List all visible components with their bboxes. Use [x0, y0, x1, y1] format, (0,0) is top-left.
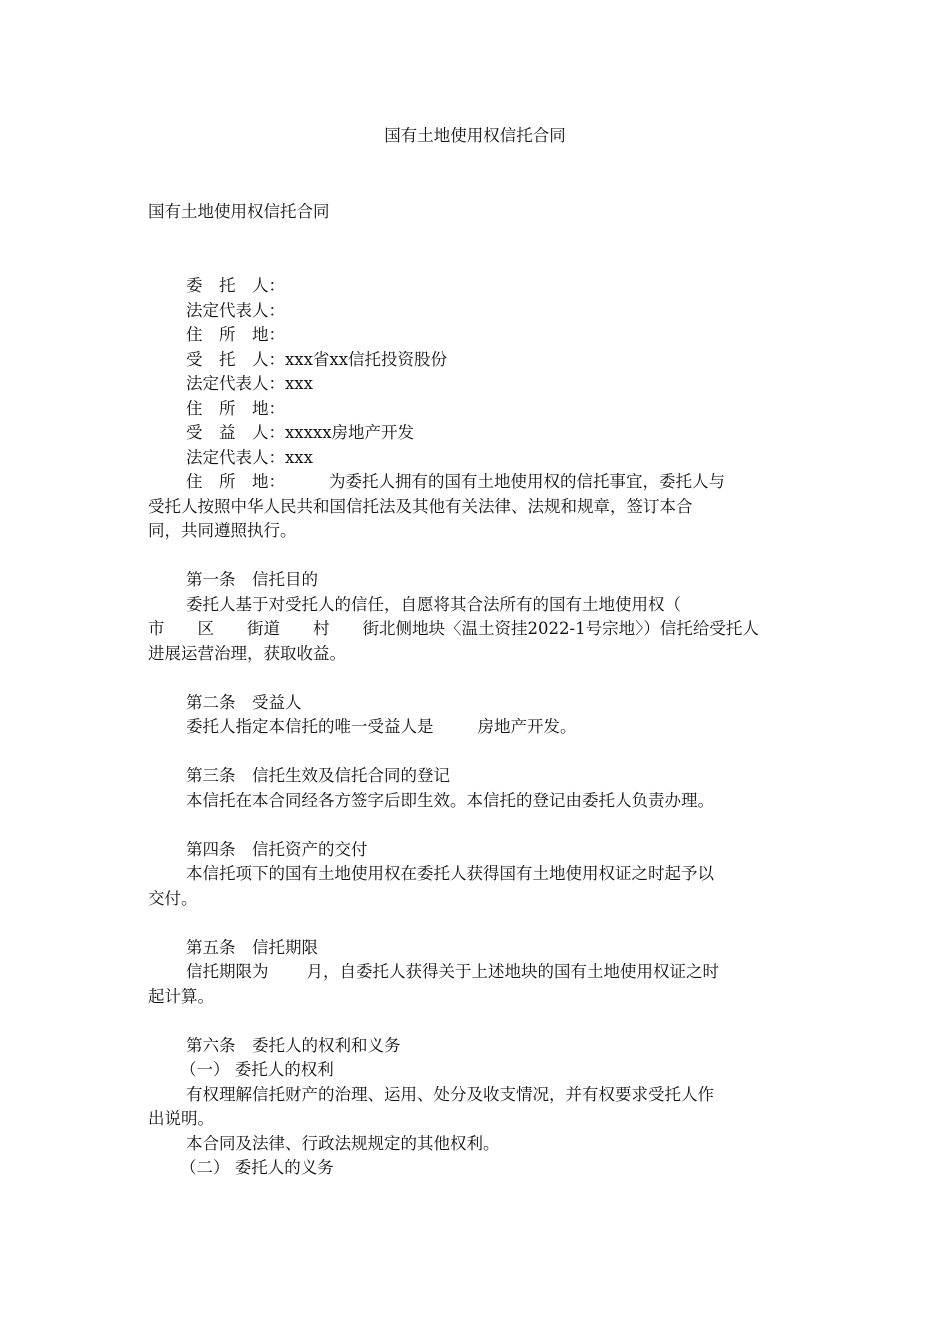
preamble-label: 住 所 地：	[186, 472, 285, 491]
party-line: 法定代表人：xxx	[186, 374, 313, 393]
article-heading: 第一条 信托目的	[186, 570, 318, 589]
article-line: 市 区 街道 村 街北侧地块〈温土资挂2022-1号宗地〉）信托给受托人	[148, 619, 759, 638]
preamble-paragraph	[148, 470, 808, 495]
article-text: 月，自委托人获得关于上述地块的国有土地使用权证之时	[306, 962, 719, 981]
article-line: 交付。	[148, 888, 198, 908]
party-line: 受 益 人：xxxxx房地产开发	[186, 423, 415, 442]
article-paragraph	[148, 715, 808, 740]
article-heading: 第二条 受益人	[186, 692, 302, 712]
article-heading: 第三条 信托生效及信托合同的登记	[186, 766, 450, 785]
article-line: 进展运营治理，获取收益。	[148, 643, 346, 663]
document-title: 国有土地使用权信托合同	[384, 126, 566, 145]
article-line: 本信托项下的国有土地使用权在委托人获得国有土地使用权证之时起予以	[186, 864, 714, 883]
article-line: 有权理解信托财产的治理、运用、处分及收支情况，并有权要求受托人作	[186, 1084, 714, 1104]
article-line: 出说明。	[148, 1109, 214, 1128]
preamble-line: 为委托人拥有的国有土地使用权的信托事宜，委托人与	[329, 472, 725, 491]
section-heading: （一） 委托人的权利	[180, 1060, 334, 1079]
article-text: 委托人指定本信托的唯一受益人是	[186, 717, 434, 736]
party-line: 住 所 地：	[186, 325, 285, 344]
article-heading: 第六条 委托人的权利和义务	[186, 1035, 401, 1055]
party-line: 法定代表人：xxx	[186, 447, 313, 467]
article-line: 本合同及法律、行政法规规定的其他权利。	[186, 1133, 500, 1153]
article-text: 信托期限为	[186, 962, 269, 981]
preamble-line: 同，共同遵照执行。	[148, 521, 297, 540]
document-subtitle: 国有土地使用权信托合同	[148, 202, 330, 221]
party-line: 受 托 人：xxx省xx信托投资股份	[186, 349, 448, 369]
party-line: 法定代表人：	[186, 300, 285, 320]
article-line: 起计算。	[148, 986, 214, 1006]
article-paragraph	[148, 960, 808, 985]
article-line: 委托人基于对受托人的信任，自愿将其合法所有的国有土地使用权（	[186, 594, 681, 614]
article-text: 房地产开发。	[477, 717, 577, 736]
article-line: 本信托在本合同经各方签字后即生效。本信托的登记由委托人负责办理。	[186, 790, 714, 810]
document-body	[148, 274, 808, 1181]
party-line: 住 所 地：	[186, 398, 285, 418]
party-line: 委 托 人：	[186, 276, 285, 295]
section-heading: （二） 委托人的义务	[180, 1158, 334, 1177]
preamble-line: 受托人按照中华人民共和国信托法及其他有关法律、法规和规章，签订本合	[148, 496, 693, 516]
article-heading: 第五条 信托期限	[186, 937, 318, 957]
article-heading: 第四条 信托资产的交付	[186, 839, 368, 859]
